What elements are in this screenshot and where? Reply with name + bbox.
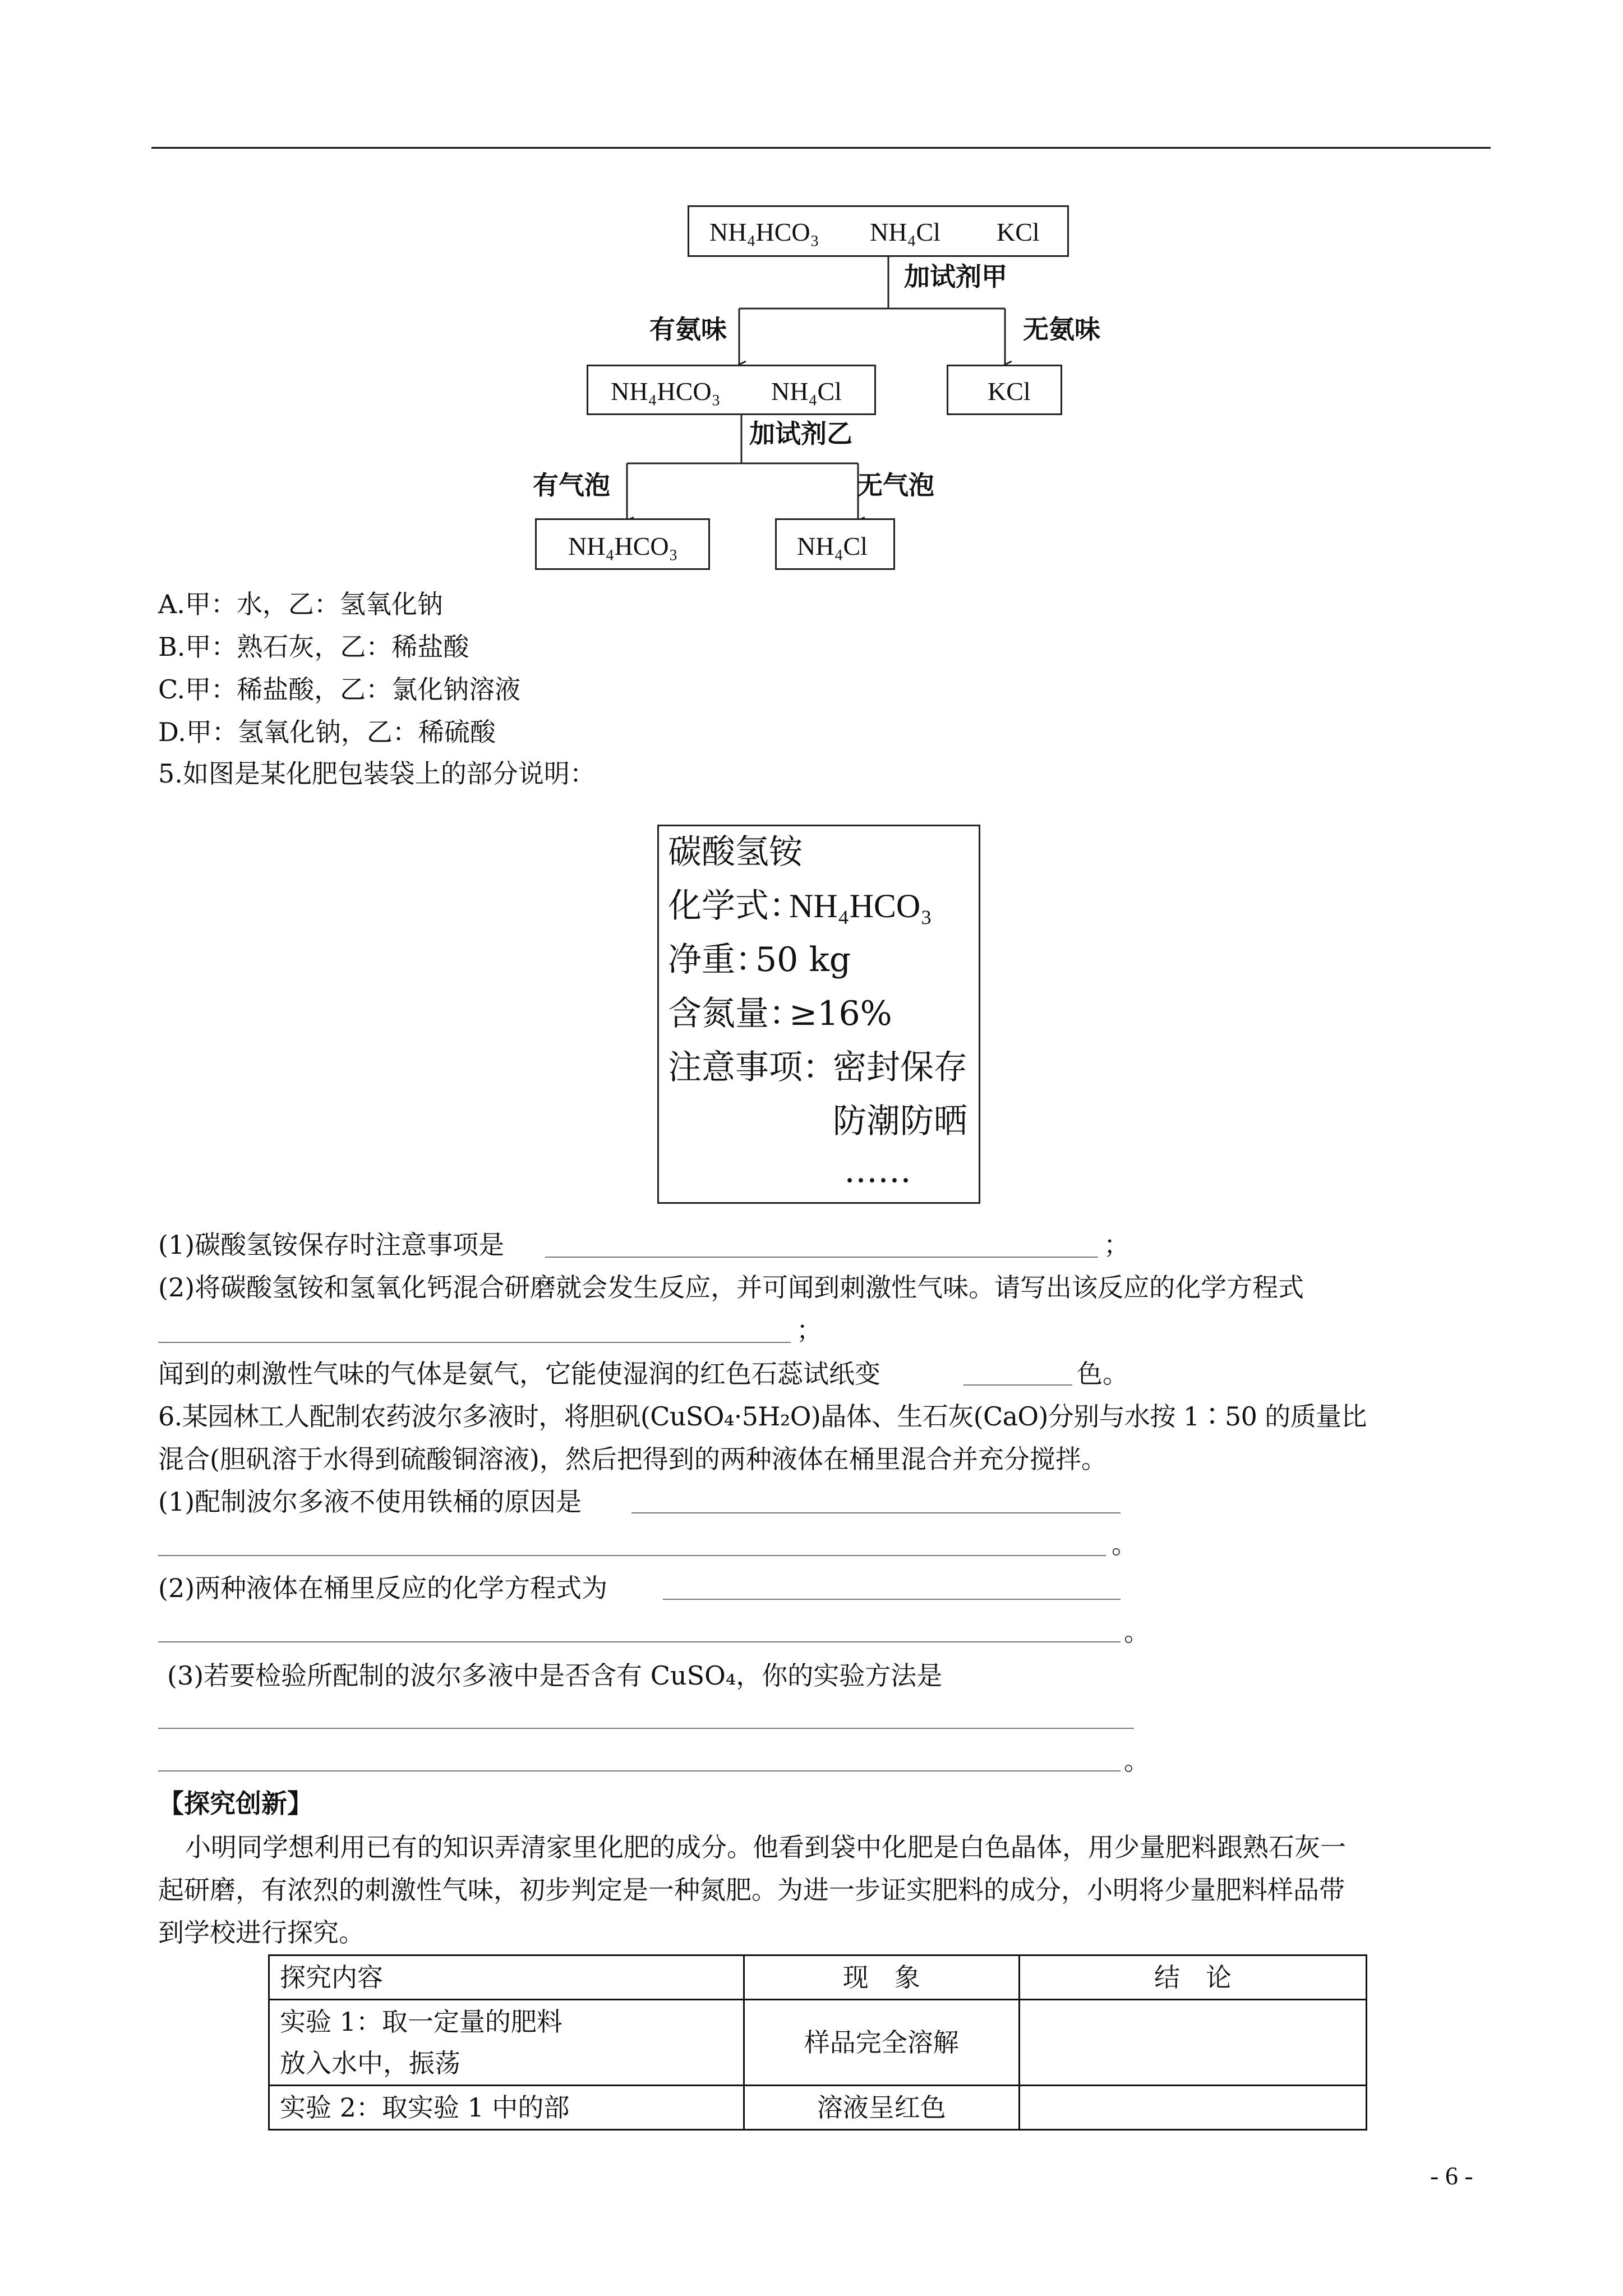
flow-mid-box bbox=[587, 365, 876, 415]
table-row bbox=[269, 2000, 1367, 2086]
table-cell-phenomenon: 溶液呈红色 bbox=[744, 2086, 1019, 2130]
label-note-1: 密封保存 bbox=[833, 1048, 967, 1087]
flow-mid-item-2: NH₄Cl bbox=[771, 377, 842, 406]
page-number: - 6 - bbox=[1430, 2161, 1473, 2190]
label-weight-key: 净重： bbox=[668, 940, 769, 979]
fertilizer-label bbox=[657, 825, 980, 1204]
label-formula-key: 化学式： bbox=[668, 886, 803, 926]
flow-branch-right-2: 无气泡 bbox=[857, 470, 934, 500]
q5-part3-b: 色。 bbox=[1077, 1359, 1128, 1389]
q6-part2-answer-blank-1[interactable] bbox=[663, 1599, 1121, 1600]
explore-para-line3: 到学校进行探究。 bbox=[158, 1917, 365, 1948]
label-nitrogen-key: 含氮量： bbox=[668, 994, 803, 1033]
label-notes-key: 注意事项： bbox=[668, 1048, 836, 1087]
flow-reagent-1: 加试剂甲 bbox=[904, 261, 1007, 292]
q5-part2: (2)将碳酸氢铵和氢氧化钙混合研磨就会发生反应，并可闻到刺激性气味。请写出该反应的化学方程式 bbox=[158, 1272, 1304, 1303]
flow-top-item-2: NH₄Cl bbox=[870, 218, 940, 246]
flow-bottom-left-item: NH₄HCO₃ bbox=[568, 532, 678, 560]
row1-content-line1: 实验 1：取一定量的肥料 bbox=[280, 2007, 562, 2037]
table-cell-content bbox=[269, 2000, 744, 2086]
label-name: 碳酸氢铵 bbox=[668, 832, 803, 872]
q6-part2-answer-blank-2[interactable] bbox=[158, 1641, 1121, 1642]
flow-bottom-right-item: NH₄Cl bbox=[797, 532, 868, 560]
explore-heading: 【探究创新】 bbox=[158, 1788, 313, 1819]
flow-reagent-2: 加试剂乙 bbox=[749, 418, 852, 449]
flow-bottom-left-box bbox=[535, 518, 710, 570]
flow-bottom-right-box bbox=[775, 518, 895, 570]
q6-stem-line1: 6.某园林工人配制农药波尔多液时，将胆矾(CuSO₄·5H₂O)晶体、生石灰(CaO)分别与水按 1∶50 的质量比 bbox=[158, 1401, 1367, 1432]
flow-branch-right-1: 无氨味 bbox=[1023, 314, 1100, 344]
flow-mid-item-1: NH₄HCO₃ bbox=[611, 377, 721, 406]
flow-branch-left-2: 有气泡 bbox=[533, 470, 610, 500]
row1-content-line2: 放入水中，振荡 bbox=[280, 2048, 460, 2078]
q6-part3-answer-blank-1[interactable] bbox=[158, 1728, 1134, 1729]
option-d: D.甲：氢氧化钠，乙：稀硫酸 bbox=[158, 717, 496, 747]
q6-part1: (1)配制波尔多液不使用铁桶的原因是 bbox=[158, 1487, 582, 1517]
table-cell-conclusion[interactable] bbox=[1019, 2086, 1366, 2130]
q6-part3-answer-blank-2[interactable] bbox=[158, 1770, 1121, 1772]
flow-top-item-3: KCl bbox=[997, 218, 1040, 246]
table-header-phenomenon: 现 象 bbox=[744, 1955, 1019, 2000]
label-nitrogen: ≥16% bbox=[789, 994, 892, 1033]
option-a: A.甲：水，乙：氢氧化钠 bbox=[158, 589, 443, 619]
q6-part3-period: 。 bbox=[1124, 1746, 1150, 1776]
explore-table bbox=[268, 1954, 1367, 2131]
table-row bbox=[269, 2086, 1367, 2130]
flow-top-item-1: NH₄HCO₃ bbox=[709, 218, 819, 246]
q5-part1-answer-blank[interactable] bbox=[545, 1257, 1098, 1258]
q5-stem: 5.如图是某化肥包装袋上的部分说明： bbox=[158, 758, 596, 789]
table-cell-content: 实验 2：取实验 1 中的部 bbox=[269, 2086, 744, 2130]
flow-right-item: KCl bbox=[988, 377, 1031, 406]
table-cell-phenomenon: 样品完全溶解 bbox=[744, 2000, 1019, 2086]
option-b: B.甲：熟石灰，乙：稀盐酸 bbox=[158, 632, 469, 662]
q6-part1-answer-blank-2[interactable] bbox=[158, 1555, 1106, 1556]
explore-para-line1: 小明同学想利用已有的知识弄清家里化肥的成分。他看到袋中化肥是白色晶体，用少量肥料跟熟石灰一 bbox=[185, 1832, 1346, 1862]
q5-part1: (1)碳酸氢铵保存时注意事项是 bbox=[158, 1230, 505, 1260]
label-note-2: 防潮防晒 bbox=[833, 1102, 967, 1141]
q6-part3: (3)若要检验所配制的波尔多液中是否含有 CuSO₄，你的实验方法是 bbox=[167, 1660, 943, 1691]
table-header-content: 探究内容 bbox=[269, 1955, 744, 2000]
q6-part1-period: 。 bbox=[1112, 1529, 1137, 1559]
label-ellipsis: …… bbox=[844, 1151, 911, 1190]
explore-para-line2: 起研磨，有浓烈的刺激性气味，初步判定是一种氮肥。为进一步证实肥料的成分，小明将少量肥料样品带 bbox=[158, 1875, 1345, 1905]
flow-right-box bbox=[947, 365, 1062, 415]
q5-part2-answer-blank[interactable] bbox=[158, 1342, 791, 1343]
q6-part2: (2)两种液体在桶里反应的化学方程式为 bbox=[158, 1573, 608, 1603]
table-header-conclusion: 结 论 bbox=[1019, 1955, 1366, 2000]
q5-part2-end: ； bbox=[796, 1315, 822, 1345]
q5-part1-end: ； bbox=[1104, 1230, 1129, 1260]
q6-part2-period: 。 bbox=[1124, 1617, 1150, 1647]
q6-part1-answer-blank-1[interactable] bbox=[631, 1512, 1121, 1513]
q5-part3-a: 闻到的刺激性气味的气体是氨气，它能使湿润的红色石蕊试纸变 bbox=[158, 1359, 880, 1389]
label-weight: 50 kg bbox=[755, 940, 851, 979]
q6-stem-line2: 混合(胆矾溶于水得到硫酸铜溶液)，然后把得到的两种液体在桶里混合并充分搅拌。 bbox=[158, 1444, 1107, 1474]
option-c: C.甲：稀盐酸，乙：氯化钠溶液 bbox=[158, 674, 521, 705]
table-header-row bbox=[269, 1955, 1367, 2000]
label-formula: NH₄HCO₃ bbox=[789, 887, 933, 924]
flow-branch-left-1: 有氨味 bbox=[649, 314, 727, 344]
table-cell-conclusion[interactable] bbox=[1019, 2000, 1366, 2086]
q5-part3-answer-blank[interactable] bbox=[963, 1384, 1072, 1386]
